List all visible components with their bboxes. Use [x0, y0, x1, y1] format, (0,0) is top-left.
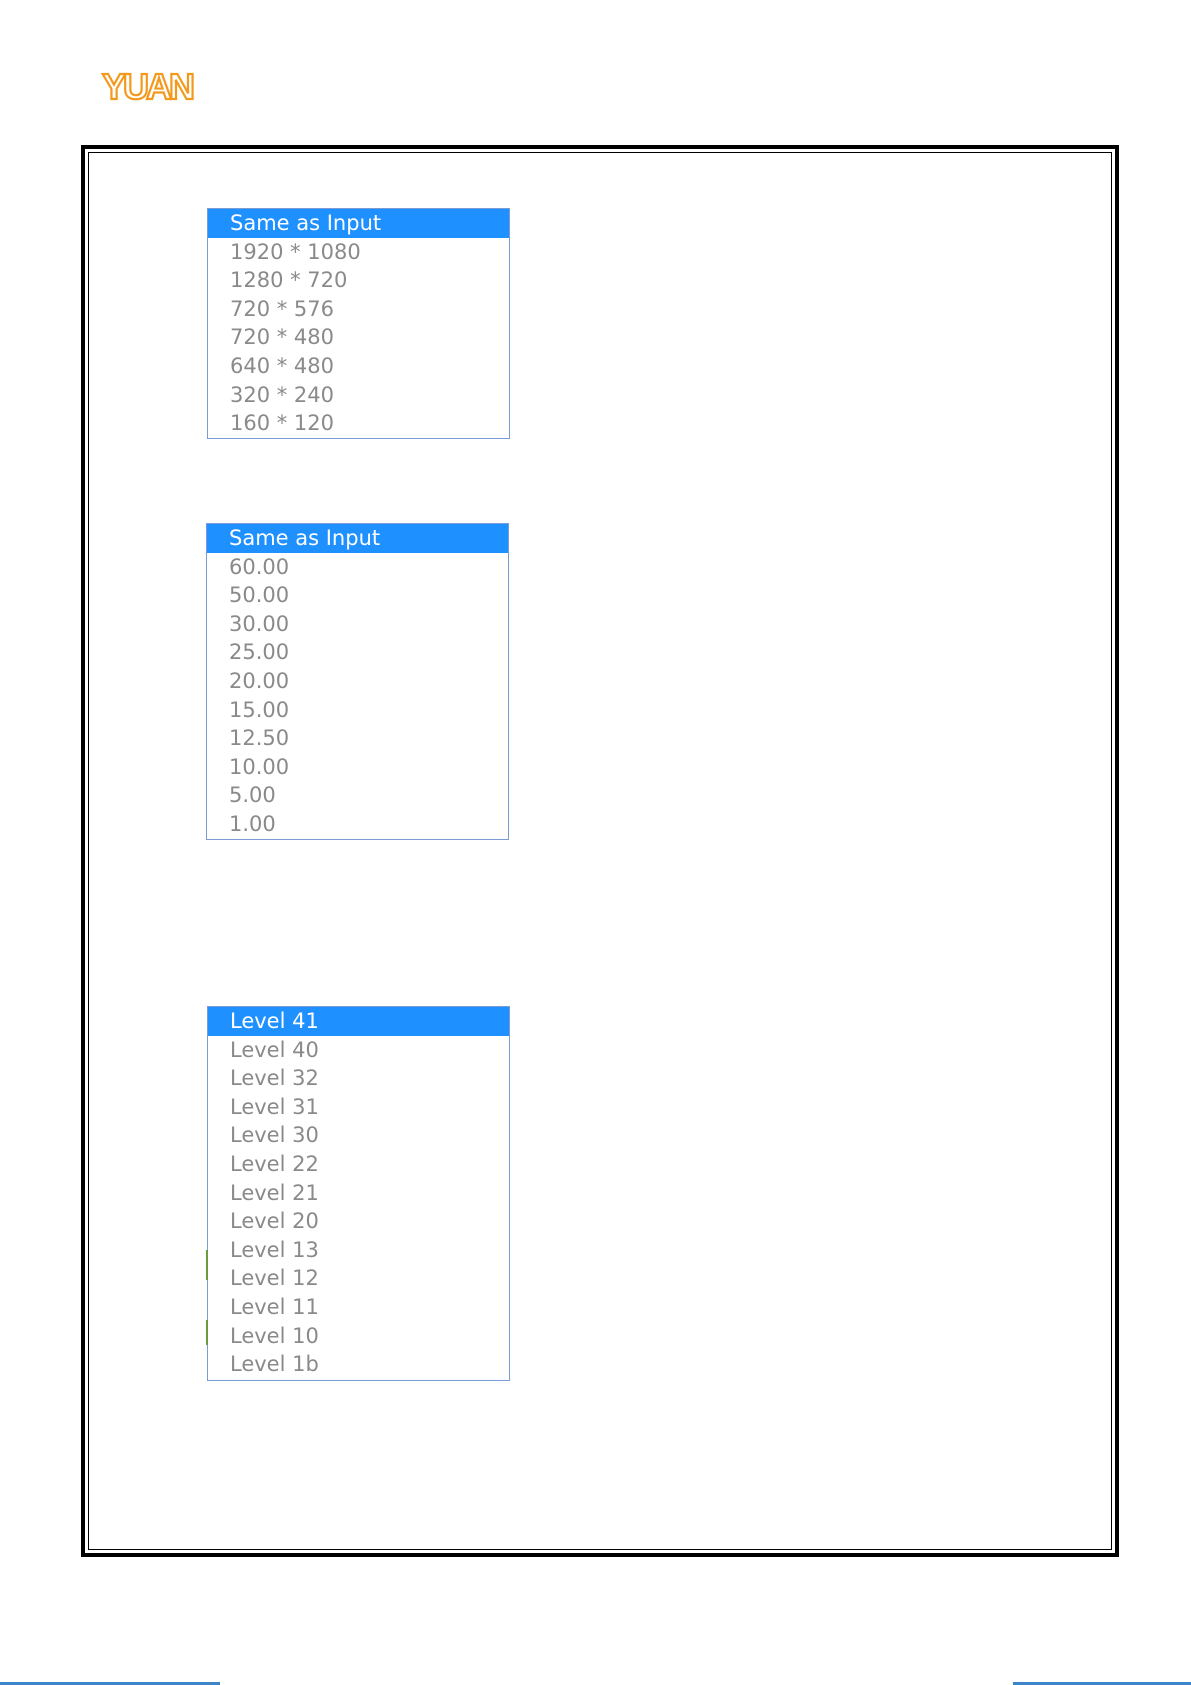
- yuan-logo: [101, 66, 206, 106]
- list-option[interactable]: Level 21: [230, 1180, 319, 1205]
- list-option[interactable]: Level 1b: [230, 1352, 319, 1377]
- list-option[interactable]: Level 31: [230, 1094, 319, 1119]
- list-option[interactable]: 720 * 480: [230, 325, 335, 350]
- list-option[interactable]: 640 * 480: [230, 353, 335, 378]
- svg-text:YUAN: YUAN: [102, 66, 193, 106]
- left-edge-mark: [206, 1320, 208, 1345]
- list-option[interactable]: 320 * 240: [230, 382, 335, 407]
- list-option[interactable]: Level 11: [230, 1294, 319, 1319]
- list-option[interactable]: 12.50: [229, 726, 290, 751]
- selected-option[interactable]: Same as Input: [207, 524, 508, 553]
- level-listbox[interactable]: [207, 1006, 510, 1381]
- list-option[interactable]: Level 30: [230, 1123, 319, 1148]
- list-option[interactable]: Level 32: [230, 1066, 319, 1091]
- list-option[interactable]: 50.00: [229, 583, 290, 608]
- frame-rate-listbox[interactable]: [206, 523, 509, 840]
- list-option[interactable]: 20.00: [229, 668, 290, 693]
- list-option[interactable]: Level 40: [230, 1037, 319, 1062]
- list-option[interactable]: 720 * 576: [230, 296, 335, 321]
- list-option[interactable]: 10.00: [229, 754, 290, 779]
- list-option[interactable]: 1.00: [229, 811, 276, 836]
- list-option[interactable]: 25.00: [229, 640, 290, 665]
- resolution-listbox[interactable]: [207, 208, 510, 439]
- list-option[interactable]: 1920 * 1080: [230, 239, 361, 264]
- left-edge-mark: [206, 1250, 208, 1280]
- list-option[interactable]: 30.00: [229, 611, 290, 636]
- selected-option[interactable]: Level 41: [208, 1007, 509, 1036]
- list-option[interactable]: Level 20: [230, 1209, 319, 1234]
- list-option[interactable]: Level 12: [230, 1266, 319, 1291]
- selected-option[interactable]: Same as Input: [208, 209, 509, 238]
- list-option[interactable]: 1280 * 720: [230, 268, 348, 293]
- list-option[interactable]: Level 22: [230, 1151, 319, 1176]
- list-option[interactable]: Level 13: [230, 1237, 319, 1262]
- list-option[interactable]: 5.00: [229, 783, 276, 808]
- list-option[interactable]: Level 10: [230, 1323, 319, 1348]
- list-option[interactable]: 160 * 120: [230, 411, 335, 436]
- list-option[interactable]: 60.00: [229, 554, 290, 579]
- list-option[interactable]: 15.00: [229, 697, 290, 722]
